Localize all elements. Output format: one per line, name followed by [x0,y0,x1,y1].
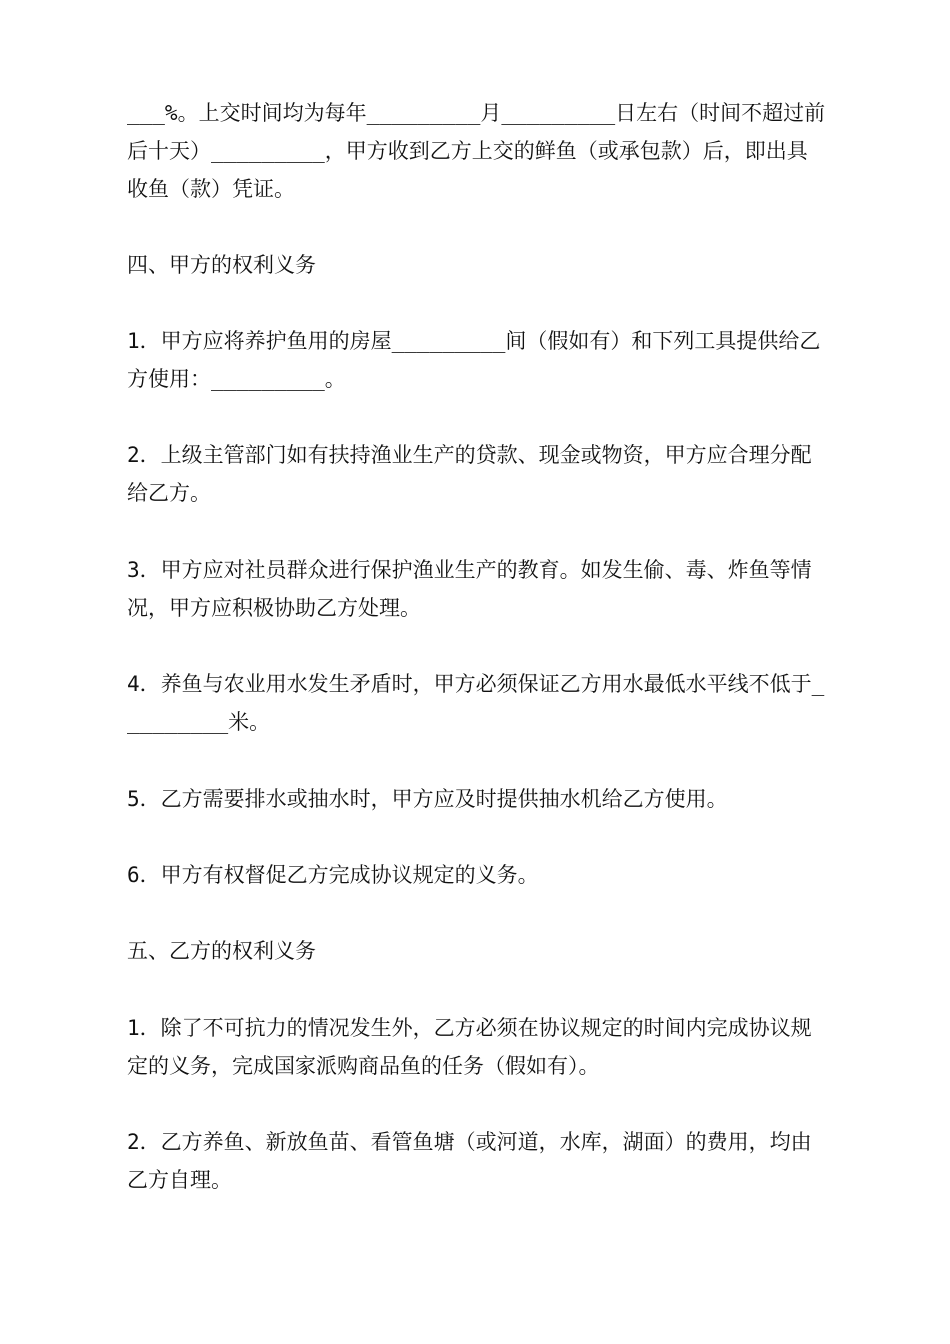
paragraph-b-1: 1．除了不可抗力的情况发生外，乙方必须在协议规定的时间内完成协议规定的义务，完成国家派购商品鱼的任务（假如有）。 [127,1016,812,1078]
paragraph-b-2: 2．乙方养鱼、新放鱼苗、看管鱼塘（或河道，水库，湖面）的费用，均由乙方自理。 [127,1130,812,1192]
paragraph-a-2: 2．上级主管部门如有扶持渔业生产的贷款、现金或物资，甲方应合理分配给乙方。 [127,443,812,505]
section-heading-party-b-rights: 五、乙方的权利义务 [127,939,316,963]
paragraph-payment-schedule: ___%。上交时间均为每年_________月_________日左右（时间不超过前后十天）_________，甲方收到乙方上交的鲜鱼（或承包款）后，即出具收鱼（款）凭证。 [127,101,826,201]
section-heading-party-a-rights: 四、甲方的权利义务 [127,253,316,277]
paragraph-a-1: 1．甲方应将养护鱼用的房屋_________间（假如有）和下列工具提供给乙方使用：_________。 [127,329,821,391]
paragraph-a-6: 6．甲方有权督促乙方完成协议规定的义务。 [127,863,539,887]
paragraph-a-3: 3．甲方应对社员群众进行保护渔业生产的教育。如发生偷、毒、炸鱼等情况，甲方应积极协助乙方处理。 [127,558,812,620]
paragraph-a-4: 4．养鱼与农业用水发生矛盾时，甲方必须保证乙方用水最低水平线不低于_________米。 [127,672,825,734]
paragraph-a-5: 5．乙方需要排水或抽水时，甲方应及时提供抽水机给乙方使用。 [127,787,728,811]
